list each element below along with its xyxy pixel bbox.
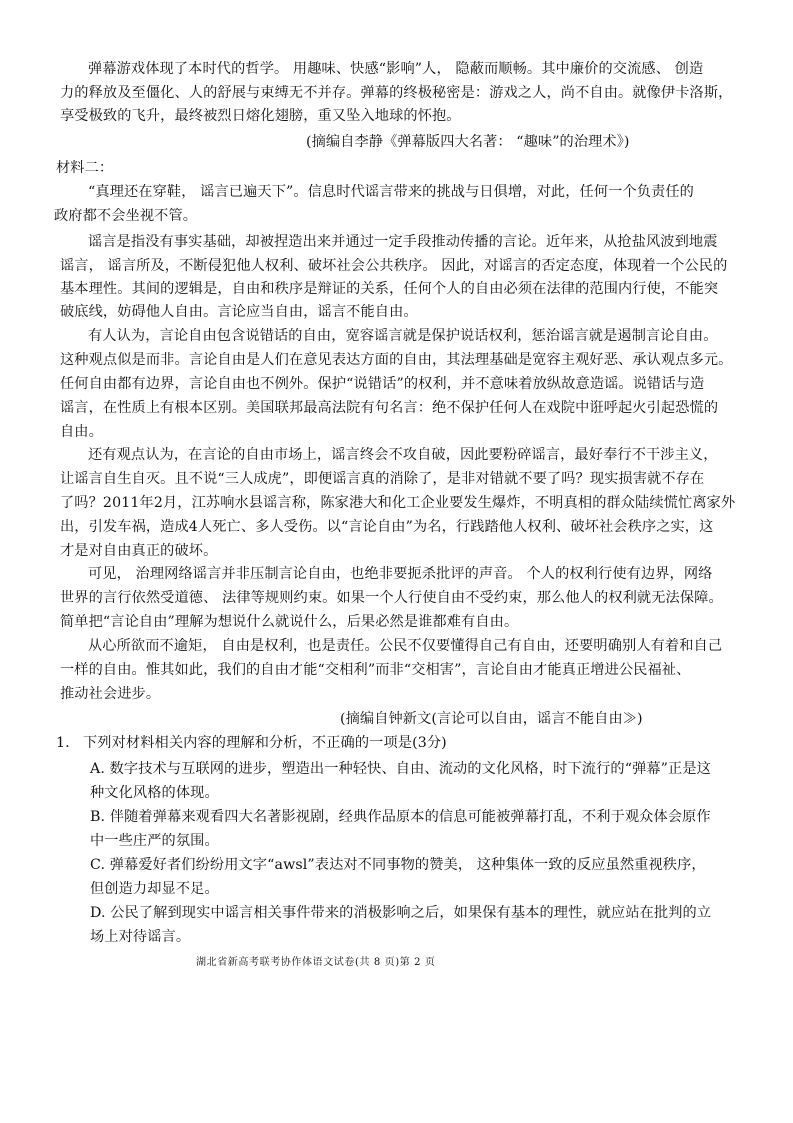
paragraph-line: 谣言，在性质上有根本区别。美国联邦最高法院有句名言：绝不保护任何人在戏院中诳呼起火引起恐慌的 bbox=[60, 400, 719, 416]
question-number: 1. bbox=[56, 735, 70, 751]
paragraph-line: 推动社会进步。 bbox=[60, 686, 161, 702]
paragraph-line: 有人认为，言论自由包含说错话的自由，宽容谣言就是保护说话权利，惩治谣言就是遏制言论自由。 bbox=[88, 328, 718, 344]
paragraph-line: 谣言是指没有事实基础，却被捏造出来并通过一定手段推动传播的言论。近年来，从抢盐风波到地震 bbox=[88, 234, 718, 250]
paragraph-line: 了吗？2011年2月，江苏响水县谣言称，陈家港大和化工企业要发生爆炸，不明真相的群众陆续慌忙离家外 bbox=[60, 495, 736, 511]
material-one-line-1: 弹幕游戏体现了本时代的哲学。 用趣味、快感“影响”人， 隐蔽而顺畅。其中廉价的交流感、 创造 bbox=[88, 61, 704, 77]
material-one-line-2: 力的释放及至僵化、人的舒展与束缚无不并存。弹幕的终极秘密是：游戏之人，尚不自由。就像伊卡洛斯， bbox=[60, 85, 733, 101]
paragraph-line: 从心所欲而不逾矩， 自由是权利，也是责任。公民不仅要懂得自己有自由，还要明确别人有着和自己 bbox=[88, 638, 723, 654]
paragraph-line: 可见， 治理网络谣言并非压制言论自由，也绝非要扼杀批评的声音。 个人的权利行使有边界，网络 bbox=[88, 566, 713, 582]
paragraph-line: 让谣言自生自灭。且不说“三人成虎”，即便谣言真的消除了，是非对错就不要了吗？现实损害就不存在 bbox=[60, 471, 705, 487]
option-a-line-2: 种文化风格的体现。 bbox=[90, 785, 219, 801]
question-stem: 下列对材料相关内容的理解和分析，不正确的一项是(3分) bbox=[83, 735, 447, 751]
option-c-line-1: C. 弹幕爱好者们纷纷用文字“awsl”表达对不同事物的赞美， 这种集体一致的反应虽然重视秩序， bbox=[90, 857, 706, 873]
paragraph-line: 政府都不会坐视不管。 bbox=[54, 208, 198, 224]
paragraph-line: 世界的言行依然受道德、 法律等规则约束。如果一个人行使自由不受约束，那么他人的权利就无法保障。 bbox=[60, 590, 723, 606]
option-c-line-2: 但创造力却显不足。 bbox=[90, 881, 219, 897]
paragraph-line: 自由。 bbox=[60, 424, 103, 440]
material-one-source: (摘编自李静《弹幕版四大名著： “趣味”的治理术》) bbox=[306, 134, 630, 150]
paragraph-line: 任何自由都有边界，言论自由也不例外。保护“说错话”的权利，并不意味着放纵故意造谣。说错话与造 bbox=[60, 376, 705, 392]
option-a-line-1: A. 数字技术与互联网的进步，塑造出一种轻快、自由、流动的文化风格，时下流行的“弹幕”正是这 bbox=[90, 761, 711, 777]
option-d-line-1: D. 公民了解到现实中谣言相关事件带来的消极影响之后，如果保有基本的理性，就应站在批判的立 bbox=[90, 905, 712, 921]
material-two-source: (摘编自钟新文(言论可以自由，谣言不能自由≫) bbox=[340, 711, 643, 727]
material-one-line-3: 享受极致的飞升，最终被烈日熔化翅膀，重又坠入地球的怀抱。 bbox=[60, 108, 461, 124]
paragraph-line: 还有观点认为，在言论的自由市场上，谣言终会不攻自破，因此要粉碎谣言，最好奉行不干涉主义， bbox=[88, 447, 718, 463]
option-b-line-2: 中一些庄严的氛围。 bbox=[90, 833, 219, 849]
paragraph-line: 谣言， 谣言所及，不断侵犯他人权利、破坏社会公共秩序。 因此，对谣言的否定态度，体现着一个公民的 bbox=[60, 258, 728, 274]
paragraph-line: 破底线，妨碍他人自由。言论应当自由，谣言不能自由。 bbox=[60, 304, 418, 320]
paragraph-line: 出，引发车祸，造成4人死亡、多人受伤。以“言论自由”为名，行践踏他人权利、破坏社会秩序之实，这 bbox=[60, 519, 714, 535]
option-d-line-2: 场上对待谣言。 bbox=[90, 929, 191, 945]
paragraph-line: 才是对自由真正的破坏。 bbox=[60, 543, 218, 559]
paragraph-line: 基本理性。其间的逻辑是，自由和秩序是辩证的关系，任何个人的自由必须在法律的范围内行使，不能突 bbox=[60, 281, 719, 297]
paragraph-line: 简单把“言论自由”理解为想说什么就说什么，后果必然是谁都难有自由。 bbox=[60, 614, 519, 630]
page-footer: 湖北省新高考联考协作体语文试卷(共 8 页)第 2 页 bbox=[196, 957, 436, 968]
option-b-line-1: B. 伴随着弹幕来观看四大名著影视剧，经典作品原本的信息可能被弹幕打乱，不利于观众体会原作 bbox=[90, 809, 711, 825]
paragraph-line: 这种观点似是而非。言论自由是人们在意见表达方面的自由，其法理基础是宽容主观好恶、承认观点多元。 bbox=[60, 352, 733, 368]
paragraph-line: 一样的自由。惟其如此，我们的自由才能“交相利”而非“交相害”，言论自由才能真正增进公民福祉、 bbox=[60, 662, 691, 678]
paragraph-line: “真理还在穿鞋， 谣言已遍天下”。信息时代谣言带来的挑战与日俱增，对此，任何一个负责任的 bbox=[88, 184, 694, 200]
material-two-heading: 材料二： bbox=[56, 160, 114, 176]
